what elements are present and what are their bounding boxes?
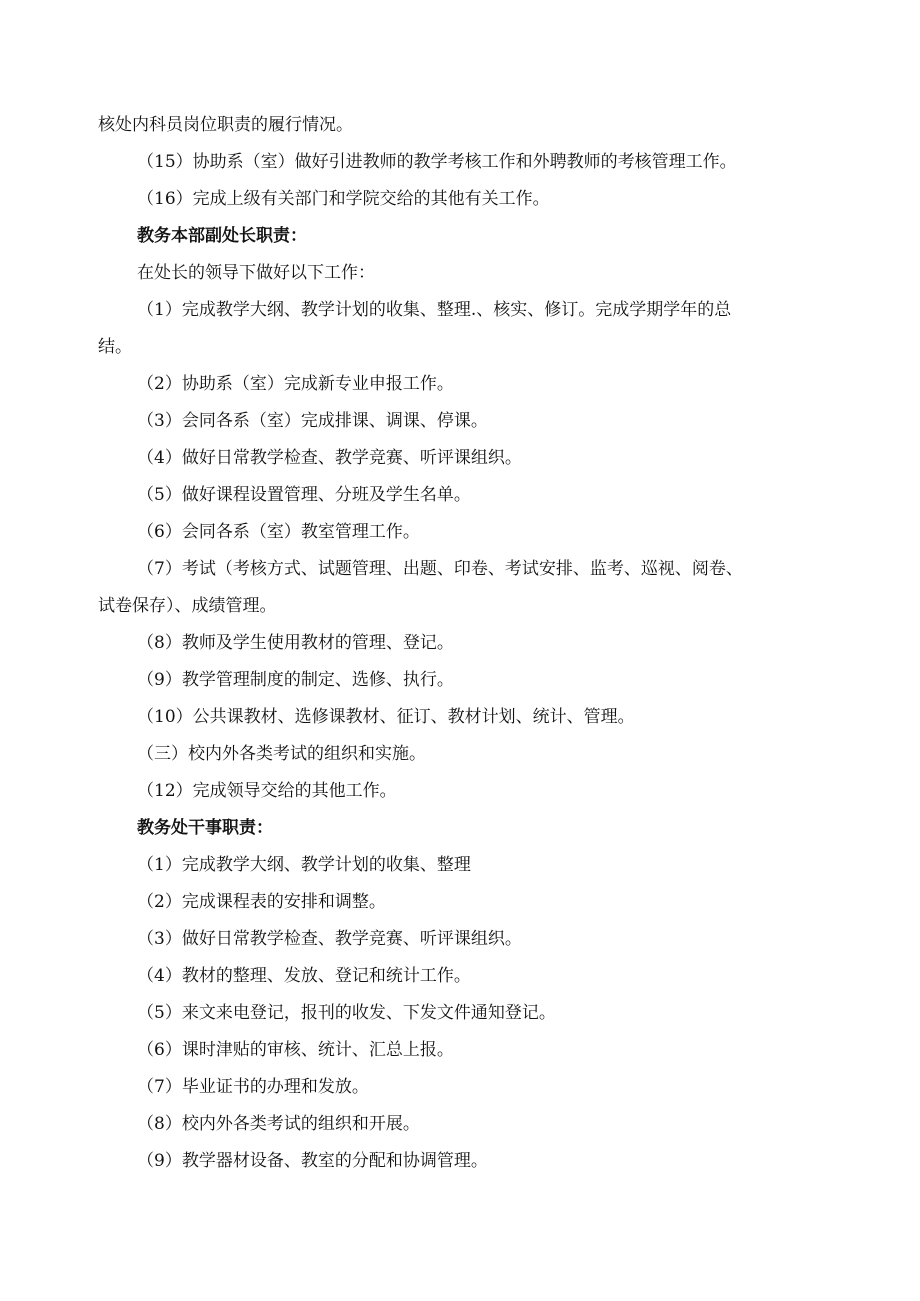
list-item: （7）毕业证书的办理和发放。 — [137, 1077, 369, 1097]
list-item: （9）教学器材设备、教室的分配和协调管理。 — [137, 1151, 488, 1171]
list-item: （10）公共课教材、选修课教材、征订、教材计划、统计、管理。 — [137, 707, 635, 727]
text-line: 在处长的领导下做好以下工作： — [137, 263, 375, 283]
list-item: （2）完成课程表的安排和调整。 — [137, 892, 386, 912]
text-line: 核处内科员岗位职责的履行情况。 — [98, 115, 353, 135]
list-item: （6）课时津贴的审核、统计、汇总上报。 — [137, 1040, 454, 1060]
list-item: （5）来文来电登记，报刊的收发、下发文件通知登记。 — [137, 1003, 556, 1023]
list-item: （三）校内外各类考试的组织和实施。 — [137, 744, 426, 764]
list-item: （4）做好日常教学检查、教学竞赛、听评课组织。 — [137, 448, 522, 468]
list-item: （2）协助系（室）完成新专业申报工作。 — [137, 374, 454, 394]
list-item: （8）校内外各类考试的组织和开展。 — [137, 1114, 420, 1134]
list-item: （6）会同各系（室）教室管理工作。 — [137, 522, 420, 542]
list-item: （3）做好日常教学检查、教学竞赛、听评课组织。 — [137, 929, 522, 949]
list-item: （1）完成教学大纲、教学计划的收集、整理.、核实、修订。完成学期学年的总 — [137, 300, 732, 320]
list-item: （16）完成上级有关部门和学院交给的其他有关工作。 — [137, 189, 550, 209]
list-item: （12）完成领导交给的其他工作。 — [137, 781, 397, 801]
list-item: （4）教材的整理、发放、登记和统计工作。 — [137, 966, 471, 986]
list-item: （5）做好课程设置管理、分班及学生名单。 — [137, 485, 471, 505]
list-item: （9）教学管理制度的制定、选修、执行。 — [137, 670, 454, 690]
section-heading: 教务本部副处长职责： — [137, 226, 307, 246]
text-line: 结。 — [98, 337, 132, 357]
list-item: （7）考试（考核方式、试题管理、出题、印卷、考试安排、监考、巡视、阅卷、 — [137, 559, 743, 579]
list-item: （8）教师及学生使用教材的管理、登记。 — [137, 633, 454, 653]
section-heading: 教务处干事职责： — [137, 818, 273, 838]
list-item: （3）会同各系（室）完成排课、调课、停课。 — [137, 411, 488, 431]
list-item: （15）协助系（室）做好引进教师的教学考核工作和外聘教师的考核管理工作。 — [137, 152, 737, 172]
list-item: （1）完成教学大纲、教学计划的收集、整理 — [137, 855, 471, 875]
text-line: 试卷保存）、成绩管理。 — [98, 596, 277, 616]
